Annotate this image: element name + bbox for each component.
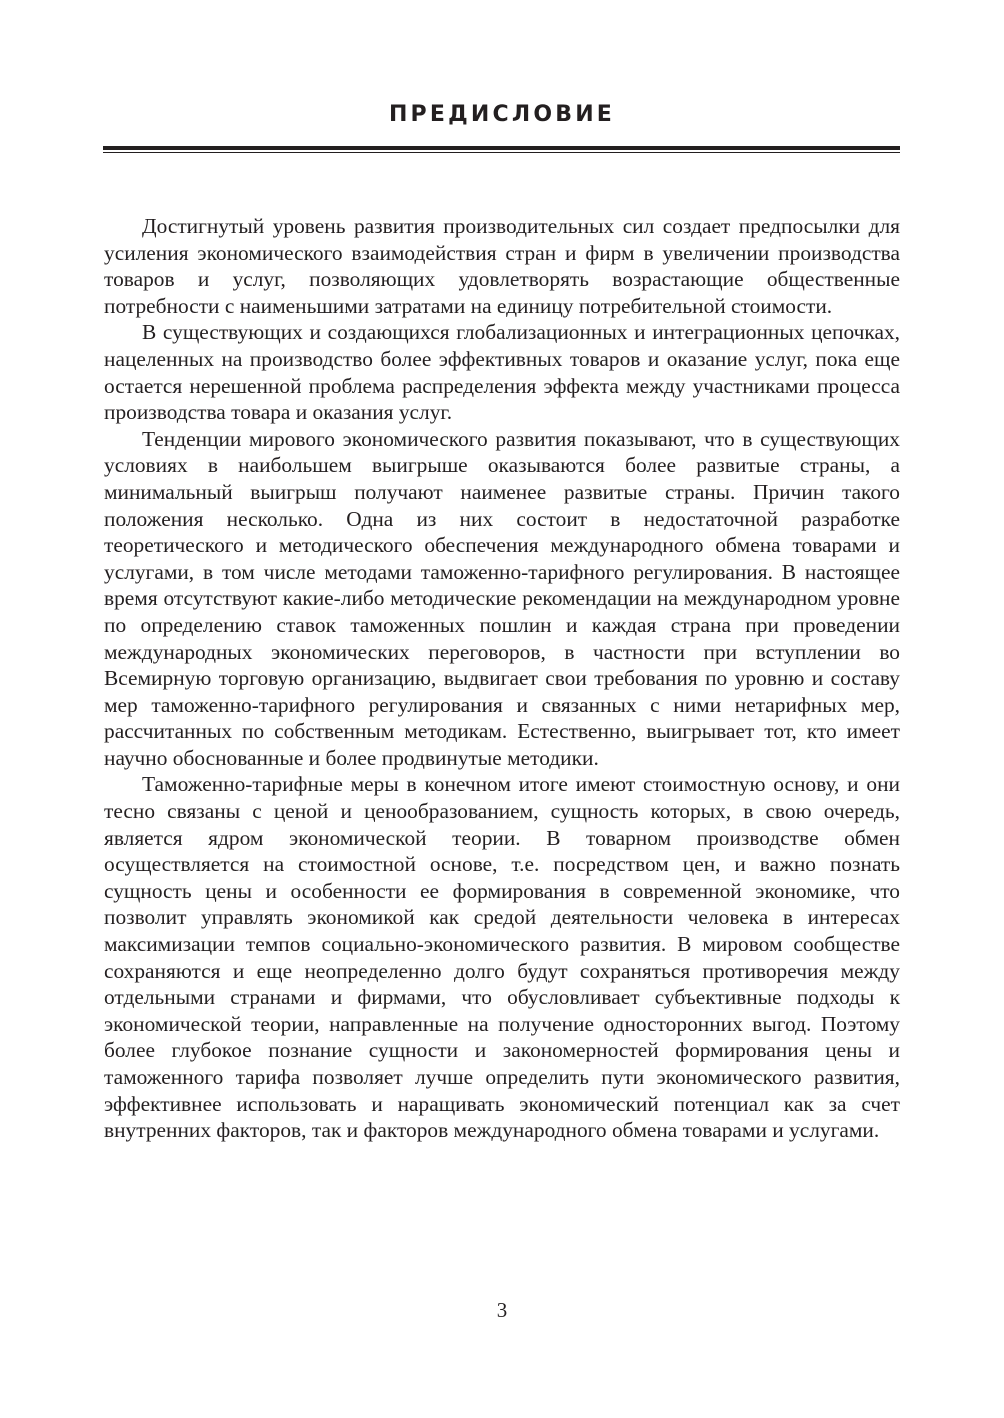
page-number: 3 <box>496 1298 508 1322</box>
body-text <box>104 213 900 1144</box>
page-title: ПРЕДИСЛОВИЕ <box>388 102 616 127</box>
paragraph: Достигнутый уровень развития производительных сил создает предпосылки для усиления экономического взаимодействия стран и фирм в увеличении производства товаров и услуг, позволяющих удовлетворять возрастающие общественные потребности с наименьшими затратами на единицу потребительной стоимости. <box>104 214 900 318</box>
title-rule <box>103 146 900 153</box>
paragraph: Тенденции мирового экономического развития показывают, что в существующих условиях в наибольшем выигрыше оказываются более развитые страны, а минимальный выигрыш получают наименее развитые страны. Причин такого положения несколько. Одна из них состоит в недостаточной разработке теоретического и методического обеспечения международного обмена товарами и услугами, в том числе методами таможенно-тарифного регулирования. В настоящее время отсутствуют какие-либо методические рекомендации на международном уровне по определению ставок таможенных пошлин и каждая страна при проведении международных экономических переговоров, в частности при вступлении во Всемирную торговую организацию, выдвигает свои требования по уровню и составу мер таможенно-тарифного регулирования и связанных с ними нетарифных мер, рассчитанных по собственным методикам. Естественно, выигрывает тот, кто имеет научно обоснованные и более продвинутые методики. <box>104 426 900 770</box>
title-rule-thin-line <box>103 152 900 153</box>
paragraph: В существующих и создающихся глобализационных и интеграционных цепочках, нацеленных на производство более эффективных товаров и оказание услуг, пока еще остается нерешенной проблема распределения эффекта между участниками процесса производства товара и оказания услуг. <box>104 320 900 425</box>
paragraph: Таможенно-тарифные меры в конечном итоге имеют стоимостную основу, и они тесно связаны с ценой и ценообразованием, сущность которых, в свою очередь, является ядром экономической теории. В товарном производстве обмен осуществляется на стоимостной основе, т.е. посредством цен, и важно познать сущность цены и особенности ее формирования в современной экономике, что позволит управлять экономикой как средой деятельности человека в интересах максимизации темпов социально-экономического развития. В мировом сообществе сохраняются и еще неопределенно долго будут сохраняться противоречия между отдельными странами и фирмами, что обусловливает субъективные подходы к экономической теории, направленные на получение односторонних выгод. Поэтому более глубокое познание сущности и закономерностей формирования цены и таможенного тарифа позволяет лучше определить пути экономического развития, эффективнее использовать и наращивать экономический потенциал как за счет внутренних факторов, так и факторов международного обмена товарами и услугами. <box>104 772 900 1143</box>
